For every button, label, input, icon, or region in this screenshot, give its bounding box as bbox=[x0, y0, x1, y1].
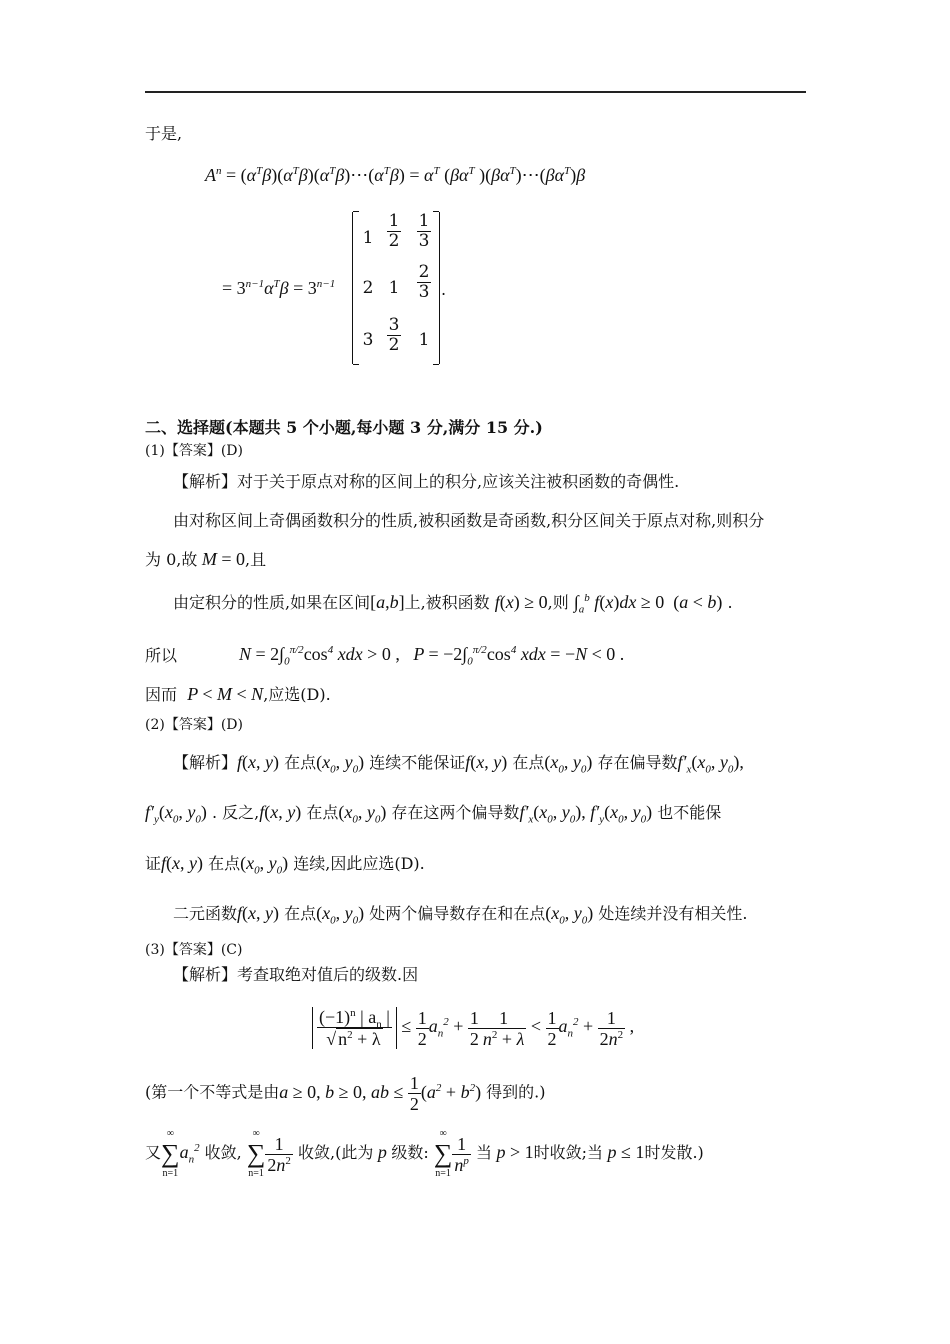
equation-result: = $3^{n-1}\alpha^T\beta = 3^{n-1}$ bbox=[222, 278, 336, 298]
q3-inequality: $\frac{(-1)^n | a_n |}{√ n^2 + \lambda}$ ≤ $\frac{1}{2}$ $a_n^2$ + $\frac{1}{2}$ $\frac{1}{n^2 + \lambda}$ < $\frac{1}{2}$ $a_n^2$ + $\frac{1}{2n^2}$ , bbox=[312, 1007, 634, 1051]
matrix bbox=[352, 212, 440, 364]
intro-text: 于是, bbox=[145, 124, 183, 143]
section-title: 二、选择题(本题共 5 个小题,每小题 3 分,满分 15 分.) bbox=[145, 418, 543, 437]
q1-integrals: $N = 2\int_0^{\pi/2}\cos^4$ xdx > 0 , $P = -2\int_0^{\pi/2}\cos^4$ xdx = −N < 0 . bbox=[239, 644, 625, 668]
q3-answer: (3)【答案】(C) bbox=[145, 942, 243, 958]
matrix-cell: 2 bbox=[362, 278, 374, 298]
q1-analysis: 【解析】对于关于原点对称的区间上的积分,应该关注被积函数的奇偶性. bbox=[173, 472, 680, 491]
q1-para1: 由对称区间上奇偶函数积分的性质,被积函数是奇函数,积分区间关于原点对称,则积分 bbox=[173, 511, 765, 530]
q2-line1: 【解析】f(x, y) 在点($x_0$, $y_0$) 连续不能保证f(x, y) 在点($x_0$, $y_0$) 存在偏导数$f'_x(x_0$, $y_0$), bbox=[173, 752, 744, 776]
q3-analysis: 【解析】考查取绝对值后的级数.因 bbox=[173, 965, 419, 984]
q1-therefore: 所以 bbox=[145, 646, 178, 665]
equation-an: $A^n$ = $(\alpha^T\beta)(\alpha^T\beta)(\alpha^T\beta)\cdots(\alpha^T\beta) = \alpha^T$ ($\beta\alpha^T$ )$(\beta\alpha^T)\cdots(\beta\alpha^T)\beta$ bbox=[205, 165, 586, 185]
q1-para2: 由定积分的性质,如果在区间[a,b]上,被积函数 f(x) ≥ 0,则 $\int_a^b$ f(x)dx ≥ 0 (a < b) . bbox=[173, 592, 733, 616]
q1-answer: (1)【答案】(D) bbox=[145, 443, 243, 459]
matrix-period: . bbox=[441, 280, 447, 299]
matrix-cell: $\frac{1}{2}$ bbox=[388, 211, 400, 251]
matrix-cell: 1 bbox=[362, 228, 374, 248]
q2-line3: 证f(x, y) 在点($x_0$, $y_0$) 连续,因此应选(D). bbox=[145, 853, 425, 877]
matrix-cell: $\frac{3}{2}$ bbox=[388, 315, 400, 355]
q1-conclusion: 因而 P < M < N,应选(D). bbox=[145, 684, 331, 704]
q1-para1-cont: 为 0,故 M = 0,且 bbox=[145, 549, 267, 569]
header-rule bbox=[145, 91, 806, 93]
matrix-cell: $\frac{2}{3}$ bbox=[418, 262, 430, 302]
q3-series: 又 ∞ ∑ n=1 $a_n^2$ 收敛, ∞ ∑ n=1 $\frac{1}{2n^2}$ 收敛,(此为 p 级数: ∞ ∑ n=1 $\frac{1}{n^p}$ 当 p > 1时收敛;当 p ≤ 1时发散.) bbox=[145, 1128, 704, 1179]
q2-line2: $f'_y(x_0$, $y_0$) . 反之,f(x, y) 在点($x_0$, $y_0$) 存在这两个偏导数$f'_x(x_0$, $y_0$), $f'_y(x_0$, $y_0$) 也不能保 bbox=[145, 802, 722, 826]
matrix-cell: 3 bbox=[362, 330, 374, 350]
matrix-cell: 1 bbox=[418, 330, 430, 350]
q2-answer: (2)【答案】(D) bbox=[145, 717, 243, 733]
q2-line4: 二元函数f(x, y) 在点($x_0$, $y_0$) 处两个偏导数存在和在点($x_0$, $y_0$) 处连续并没有相关性. bbox=[173, 903, 748, 927]
matrix-cell: 1 bbox=[388, 278, 400, 298]
matrix-cell: $\frac{1}{3}$ bbox=[418, 211, 430, 251]
q3-note: (第一个不等式是由a ≥ 0, b ≥ 0, ab ≤ $\frac{1}{2}$ $(a^2 + b^2)$ 得到的.) bbox=[145, 1073, 546, 1114]
